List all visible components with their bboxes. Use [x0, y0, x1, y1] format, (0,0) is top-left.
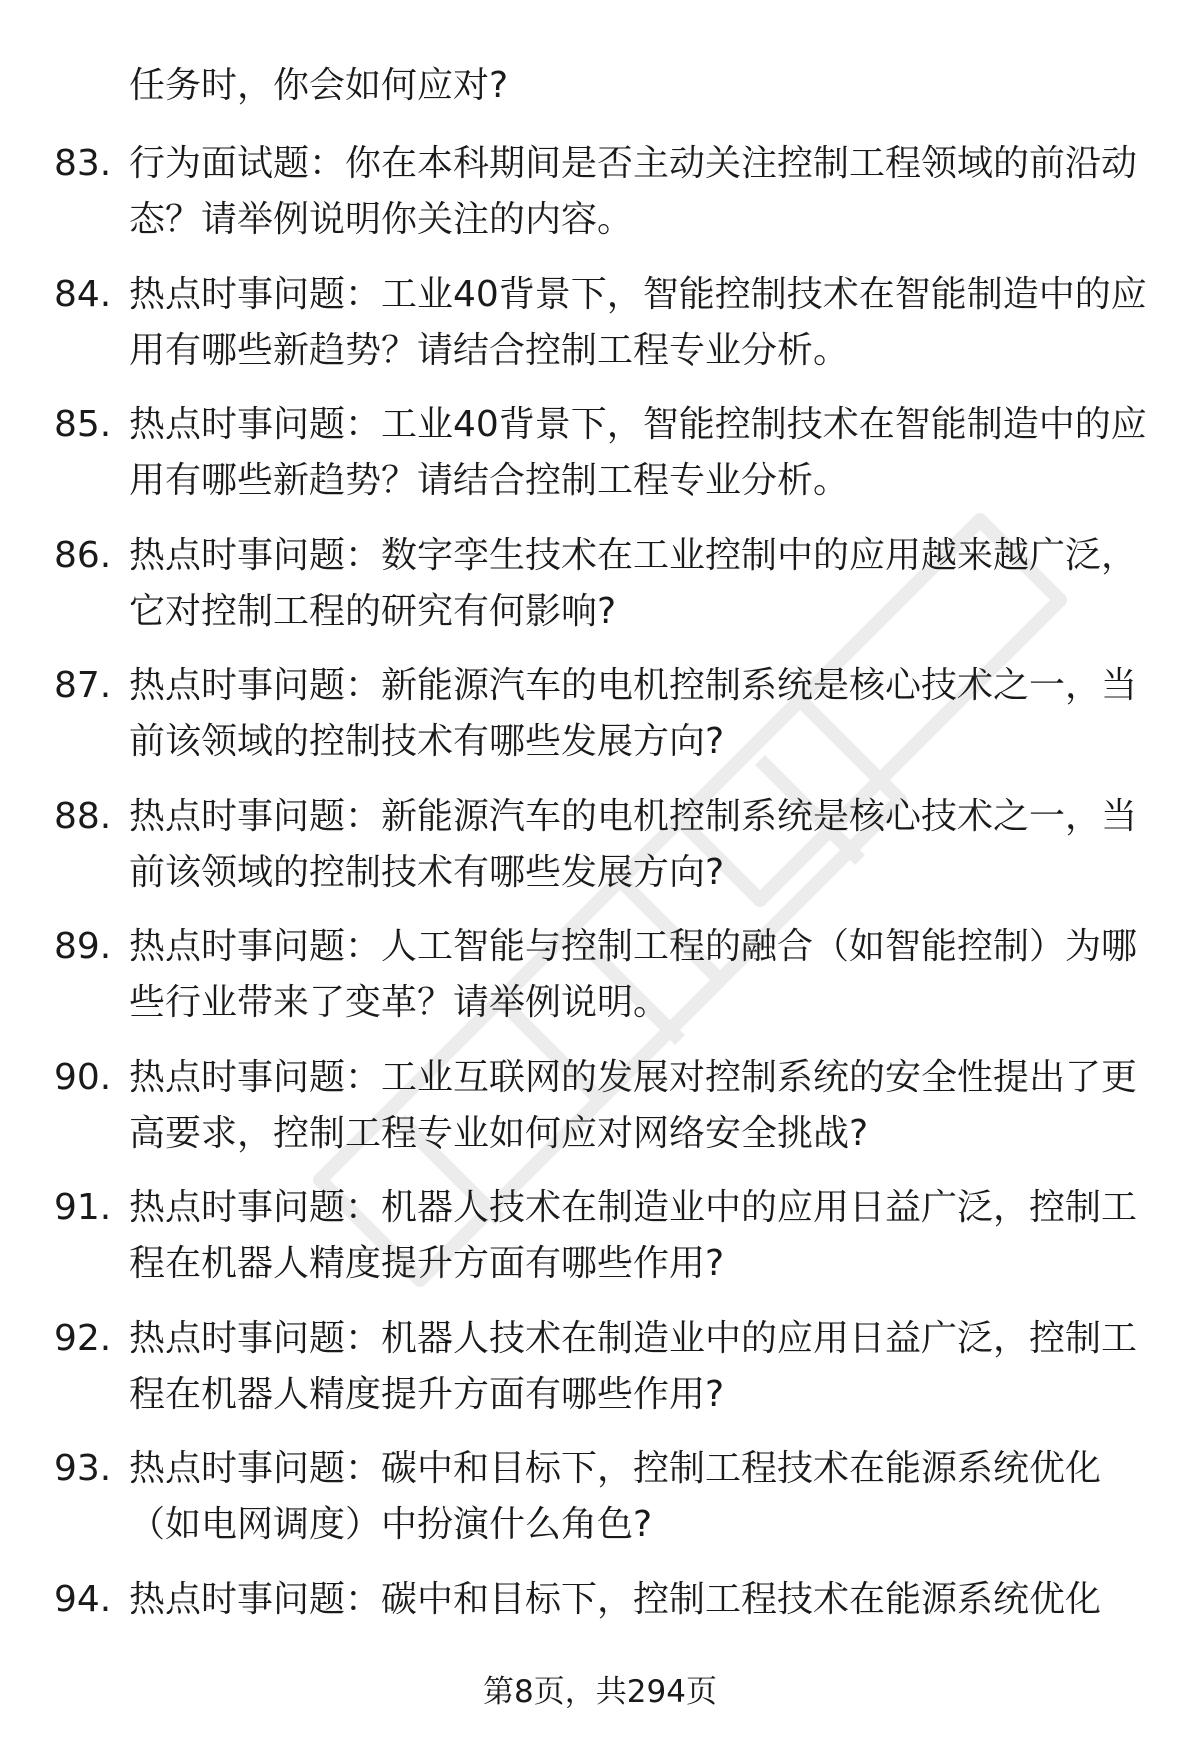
list-item — [0, 789, 1200, 920]
list-item — [0, 267, 1200, 398]
question-number: 93. — [54, 1448, 112, 1489]
list-item — [0, 919, 1200, 1050]
list-item — [0, 1050, 1200, 1181]
question-number: 85. — [54, 404, 112, 445]
continuation-text: 任务时，你会如何应对? — [129, 65, 509, 106]
question-text: 热点时事问题：机器人技术在制造业中的应用日益广泛，控制工程在机器人精度提升方面有哪些作用? — [129, 1187, 1138, 1284]
list-item — [0, 397, 1200, 528]
question-text: 热点时事问题：工业40背景下，智能控制技术在智能制造中的应用有哪些新趋势？请结合控制工程专业分析。 — [129, 273, 1147, 371]
question-number: 84. — [54, 273, 112, 315]
question-number: 92. — [54, 1317, 112, 1359]
question-text: 热点时事问题：数字孪生技术在工业控制中的应用越来越广泛，它对控制工程的研究有何影响? — [129, 534, 1138, 632]
question-number: 86. — [54, 534, 112, 576]
page-footer: 第8页，共294页 — [483, 1674, 717, 1710]
question-text: 热点时事问题：工业互联网的发展对控制系统的安全性提出了更高要求，控制工程专业如何应对网络安全挑战? — [129, 1056, 1138, 1154]
question-text: 热点时事问题：机器人技术在制造业中的应用日益广泛，控制工程在机器人精度提升方面有哪些作用? — [129, 1317, 1138, 1415]
question-number: 91. — [54, 1187, 112, 1228]
question-number: 94. — [54, 1578, 112, 1620]
list-item — [0, 1441, 1200, 1572]
question-text: 热点时事问题：人工智能与控制工程的融合（如智能控制）为哪些行业带来了变革？请举例说明。 — [129, 926, 1138, 1023]
question-text: 热点时事问题：新能源汽车的电机控制系统是核心技术之一，当前该领域的控制技术有哪些发展方向? — [129, 665, 1138, 762]
question-number: 88. — [54, 795, 112, 837]
list-item — [0, 528, 1200, 659]
question-text: 行为面试题：你在本科期间是否主动关注控制工程领域的前沿动态？请举例说明你关注的内容。 — [129, 143, 1138, 240]
list-item — [0, 658, 1200, 789]
question-list — [0, 136, 1200, 1702]
question-number: 90. — [54, 1056, 112, 1098]
question-text: 热点时事问题：碳中和目标下，控制工程技术在能源系统优化 — [129, 1578, 1102, 1620]
list-item — [0, 1180, 1200, 1311]
question-text: 热点时事问题：工业40背景下，智能控制技术在智能制造中的应用有哪些新趋势？请结合控制工程专业分析。 — [129, 404, 1147, 501]
question-number: 87. — [54, 665, 112, 706]
list-item — [0, 136, 1200, 267]
question-text: 热点时事问题：碳中和目标下，控制工程技术在能源系统优化（如电网调度）中扮演什么角色? — [129, 1448, 1102, 1545]
question-number: 89. — [54, 926, 112, 967]
question-text: 热点时事问题：新能源汽车的电机控制系统是核心技术之一，当前该领域的控制技术有哪些发展方向? — [129, 795, 1138, 893]
question-number: 83. — [54, 143, 112, 184]
list-item — [0, 1311, 1200, 1442]
